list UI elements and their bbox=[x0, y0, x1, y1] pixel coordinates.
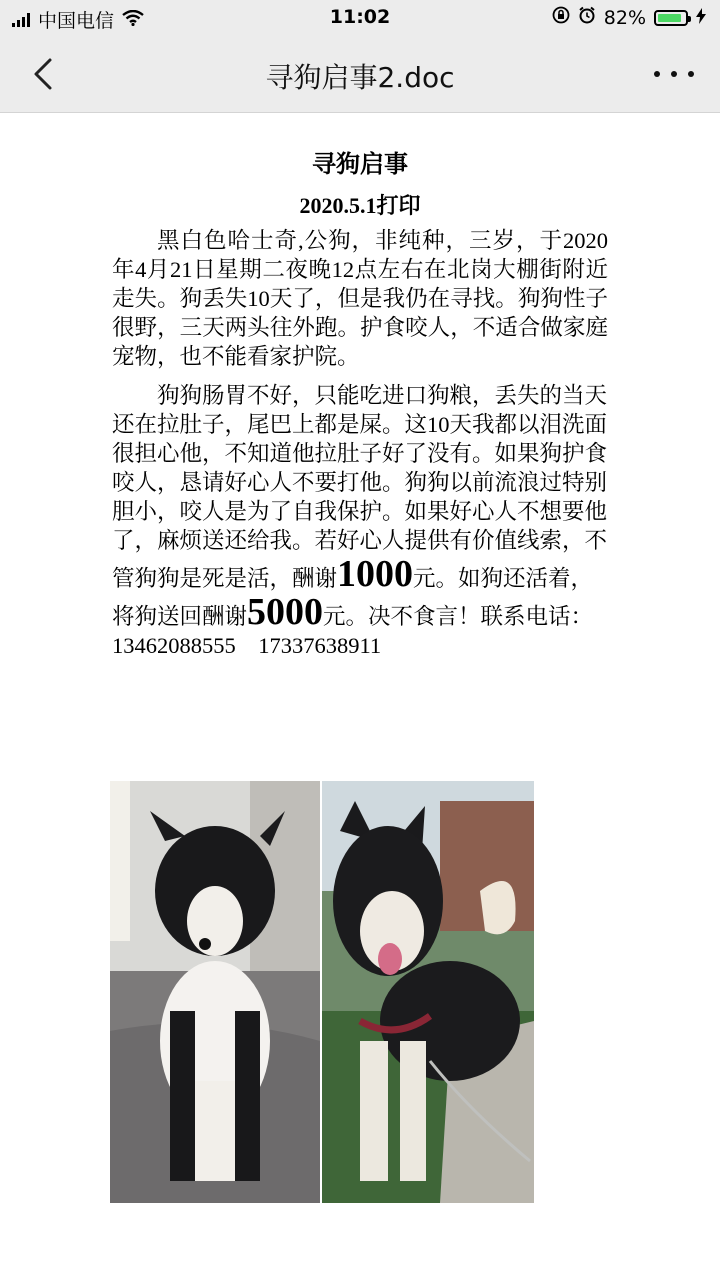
paragraph-2-text-a: 狗狗肠胃不好，只能吃进口狗粮，丢失的当天还在拉肚子，尾巴上都是屎。这10天我都以泪洗面很担心他，不知道他拉肚子好了没有。如果狗护食咬人，恳请好心人不要打他。狗狗以前流浪过特别胆小，咬人是为了自我保护。如果好心人不想要他了，麻烦送还给我。若好心人提供有价值线索，不管狗狗是死是活，酬谢 bbox=[112, 383, 608, 591]
status-bar bbox=[0, 0, 720, 36]
paragraph-2-text-b: 元。如狗还活着，将狗送回酬谢 bbox=[112, 566, 594, 629]
doc-paragraph-1: 黑白色哈士奇,公狗，非纯种，三岁，于2020年4月21日星期二夜晚12点左右在北岗大棚街附近走失。狗丢失10天了，但是我仍在寻找。狗狗性子很野，三天两头往外跑。护食咬人，不适合做家庭宠物，也不能看家护院。 bbox=[112, 228, 608, 369]
status-time: 11:02 bbox=[329, 6, 391, 28]
status-right bbox=[552, 6, 706, 29]
doc-heading: 寻狗启事 bbox=[312, 150, 408, 178]
paragraph-2-text-c: 元。决不食言！联系电话：13462088555 17337638911 bbox=[112, 604, 594, 658]
alarm-icon bbox=[578, 6, 596, 29]
rotation-lock-icon bbox=[552, 6, 570, 29]
doc-paragraph-2 bbox=[112, 381, 608, 660]
dog-photo-right bbox=[322, 781, 534, 1203]
dog-photos bbox=[110, 781, 534, 1203]
battery-percent: 82% bbox=[603, 6, 646, 29]
reward-amount-5000: 5000 bbox=[247, 591, 324, 633]
battery-icon bbox=[654, 10, 688, 26]
dog-photo-left bbox=[110, 781, 320, 1203]
document-page bbox=[112, 142, 608, 660]
document-title: 寻狗启事2.doc bbox=[265, 61, 455, 94]
nav-bar bbox=[0, 36, 720, 113]
charging-icon bbox=[696, 7, 706, 29]
carrier-name: 中国电信 bbox=[38, 10, 115, 32]
more-dots-icon[interactable] bbox=[654, 54, 694, 94]
reward-amount-1000: 1000 bbox=[337, 553, 414, 595]
doc-date: 2020.5.1打印 bbox=[299, 193, 421, 218]
